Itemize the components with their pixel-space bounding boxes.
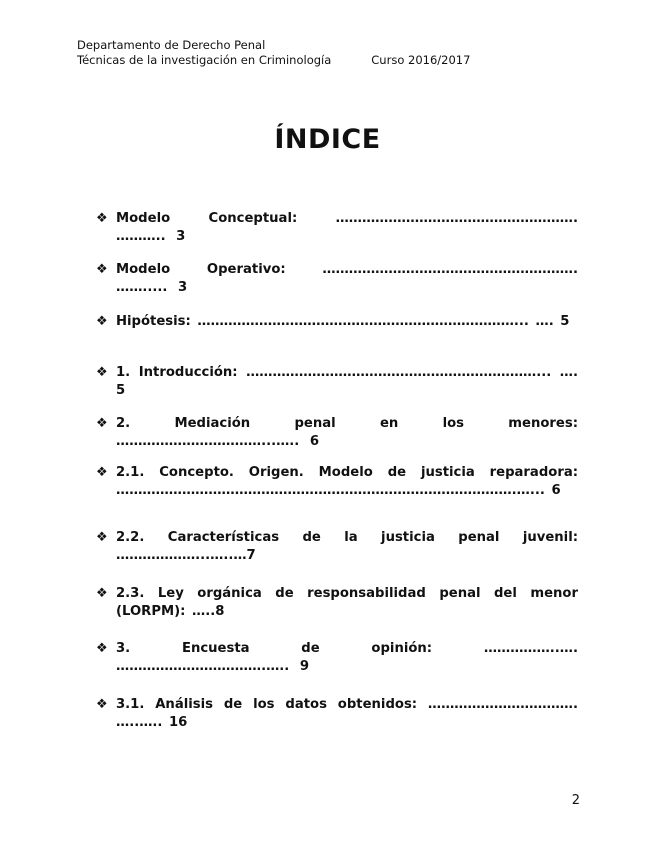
toc-item-encuesta[interactable] — [96, 640, 578, 676]
diamond-bullet-icon: ❖ — [96, 314, 108, 329]
toc-entry-text: Modelo Operativo: …………………………………………………. ……..... 3 — [116, 262, 578, 295]
diamond-bullet-icon: ❖ — [96, 641, 108, 656]
page-header — [77, 38, 470, 68]
subject-name: Técnicas de la investigación en Criminología — [77, 53, 332, 67]
diamond-bullet-icon: ❖ — [96, 262, 108, 277]
department-line: Departamento de Derecho Penal — [77, 38, 266, 52]
toc-entry-text: Hipótesis: ………………………………………………………………... …. 5 — [116, 314, 570, 329]
toc-entry-text: Modelo Conceptual: ………………………………………………. ……….. 3 — [116, 211, 578, 244]
toc-entry-text: 2. Mediación penal en los menores: ……………………………...….. 6 — [116, 416, 578, 449]
toc-item-modelo-conceptual[interactable] — [96, 210, 578, 246]
toc-item-mediacion-penal[interactable] — [96, 415, 578, 451]
page-number: 2 — [571, 793, 580, 808]
toc-item-concepto-origen[interactable] — [96, 464, 578, 500]
diamond-bullet-icon: ❖ — [96, 211, 108, 226]
toc-item-modelo-operativo[interactable] — [96, 261, 578, 297]
course-year: Curso 2016/2017 — [371, 53, 471, 67]
toc-entry-text: 3.1. Análisis de los datos obtenidos: ……………………………. …..….. 16 — [116, 697, 578, 730]
toc-entry-text: 2.3. Ley orgánica de responsabilidad penal del menor (LORPM): …..8 — [116, 586, 578, 619]
toc-item-analisis-datos[interactable] — [96, 696, 578, 732]
diamond-bullet-icon: ❖ — [96, 416, 108, 431]
toc-item-ley-organica[interactable] — [96, 585, 578, 621]
toc-entry-text: 3. Encuesta de opinión: ……………..…. …………………………….….. 9 — [116, 641, 578, 674]
toc-item-introduccion[interactable] — [96, 364, 578, 400]
subject-line — [77, 53, 470, 68]
diamond-bullet-icon: ❖ — [96, 465, 108, 480]
page-title: ÍNDICE — [274, 124, 381, 155]
diamond-bullet-icon: ❖ — [96, 697, 108, 712]
diamond-bullet-icon: ❖ — [96, 586, 108, 601]
toc-item-caracteristicas[interactable] — [96, 529, 578, 565]
toc-entry-text: 2.1. Concepto. Origen. Modelo de justicia reparadora: ……………………………………………………………………………….…... 6 — [116, 465, 578, 498]
diamond-bullet-icon: ❖ — [96, 365, 108, 380]
toc-entry-text: 2.2. Características de la justicia penal juvenil: ………………...…..…7 — [116, 530, 578, 563]
diamond-bullet-icon: ❖ — [96, 530, 108, 545]
toc-item-hipotesis[interactable] — [96, 313, 578, 331]
toc-entry-text: 1. Introducción: …………………………………………………………... …. 5 — [116, 365, 578, 398]
